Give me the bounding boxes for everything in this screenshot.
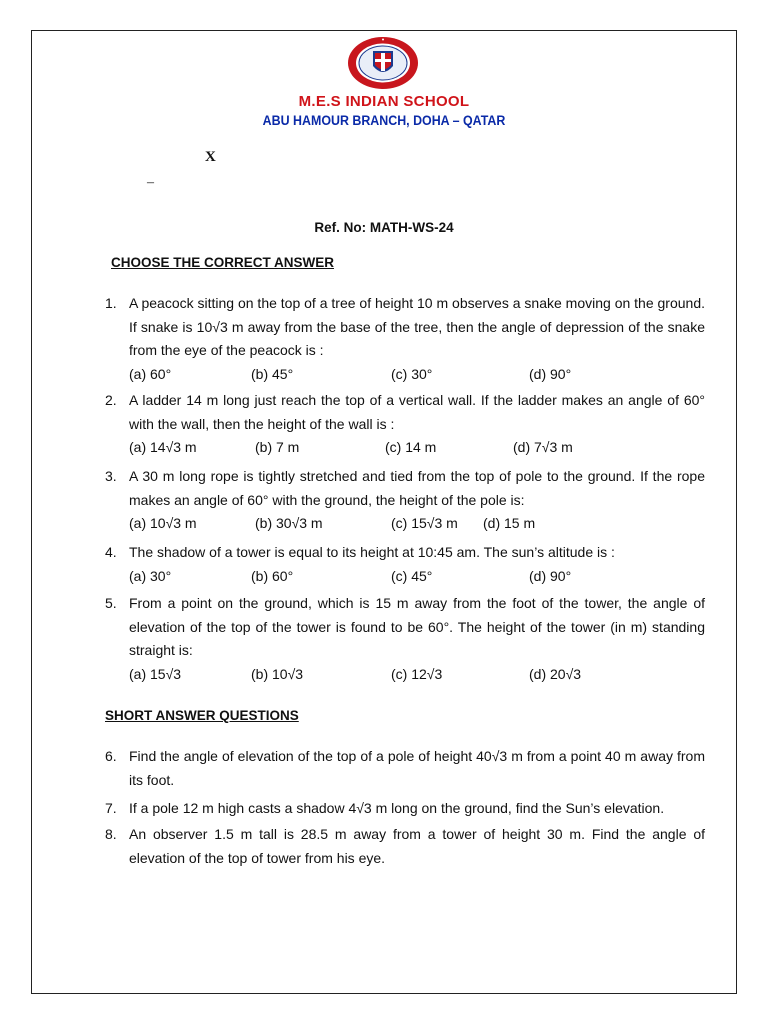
question-number: 2. [105, 392, 117, 408]
answer-options [129, 663, 705, 687]
question-number: 8. [105, 826, 117, 842]
question-4 [105, 541, 705, 588]
reference-number: Ref. No: MATH-WS-24 [314, 220, 454, 235]
option-a: (a) 15√3 [129, 665, 182, 682]
question-text: Find the angle of elevation of the top of a pole of height 40√3 m from a point 40 m away from its foot. [129, 748, 705, 788]
question-8 [105, 823, 705, 870]
option-b: (b) 45° [251, 365, 294, 382]
option-b: (b) 7 m [255, 439, 300, 455]
school-branch: ABU HAMOUR BRANCH, DOHA – QATAR [262, 113, 506, 128]
question-text: An observer 1.5 m tall is 28.5 m away from a tower of height 30 m. Find the angle of elevation of the top of tower from his eye. [129, 826, 705, 866]
question-6 [105, 745, 705, 792]
option-d: (d) 15 m [483, 515, 536, 531]
header-mark-x: X [205, 149, 216, 165]
question-number: 7. [105, 800, 117, 816]
question-7 [105, 797, 705, 821]
question-text: From a point on the ground, which is 15 m away from the foot of the tower, the angle of elevation of the top of the tower is found to be 60°. The height of the tower (in m) standing straight is: [129, 595, 705, 658]
question-5 [105, 592, 705, 686]
option-c: (c) 14 m [385, 439, 437, 455]
question-number: 5. [105, 595, 117, 611]
option-c: (c) 30° [391, 365, 433, 382]
option-c: (c) 15√3 m [391, 515, 458, 531]
question-number: 1. [105, 295, 117, 311]
option-d: (d) 7√3 m [513, 439, 573, 455]
question-3 [105, 465, 705, 536]
question-text: If a pole 12 m high casts a shadow 4√3 m long on the ground, find the Sun’s elevation. [129, 800, 665, 816]
option-b: (b) 60° [251, 567, 294, 584]
answer-options [129, 512, 705, 536]
option-c: (c) 12√3 [391, 665, 443, 682]
question-text: The shadow of a tower is equal to its height at 10:45 am. The sun’s altitude is : [129, 544, 615, 560]
option-a: (a) 10√3 m [129, 515, 197, 531]
option-d: (d) 90° [529, 567, 572, 584]
option-a: (a) 30° [129, 567, 172, 584]
answer-options [129, 436, 705, 460]
option-d: (d) 90° [529, 365, 572, 382]
answer-options [129, 565, 705, 589]
question-text: A 30 m long rope is tightly stretched and tied from the top of pole to the ground. If the rope makes an angle of 60° with the ground, the height of the pole is: [129, 468, 705, 508]
option-a: (a) 60° [129, 365, 172, 382]
question-number: 6. [105, 748, 117, 764]
header-mark-dash: – [147, 175, 154, 190]
question-2 [105, 389, 705, 460]
option-b: (b) 10√3 [251, 665, 304, 682]
question-text: A ladder 14 m long just reach the top of a vertical wall. If the ladder makes an angle of 60° with the wall, then the height of the wall is : [129, 392, 705, 432]
question-number: 3. [105, 468, 117, 484]
option-a: (a) 14√3 m [129, 439, 197, 455]
section-title-mcq: CHOOSE THE CORRECT ANSWER [111, 255, 335, 270]
section-title-short-answer: SHORT ANSWER QUESTIONS [105, 708, 299, 723]
school-logo [346, 36, 420, 90]
question-number: 4. [105, 544, 117, 560]
option-c: (c) 45° [391, 567, 433, 584]
school-name: M.E.S INDIAN SCHOOL [298, 93, 470, 110]
option-d: (d) 20√3 [529, 665, 582, 682]
option-b: (b) 30√3 m [255, 515, 323, 531]
question-1 [105, 292, 705, 386]
answer-options [129, 363, 705, 387]
question-text: A peacock sitting on the top of a tree of height 10 m observes a snake moving on the ground. If snake is 10√3 m away from the base of the tree, then the angle of depression of the snake from the eye of the peacock is : [129, 295, 705, 358]
